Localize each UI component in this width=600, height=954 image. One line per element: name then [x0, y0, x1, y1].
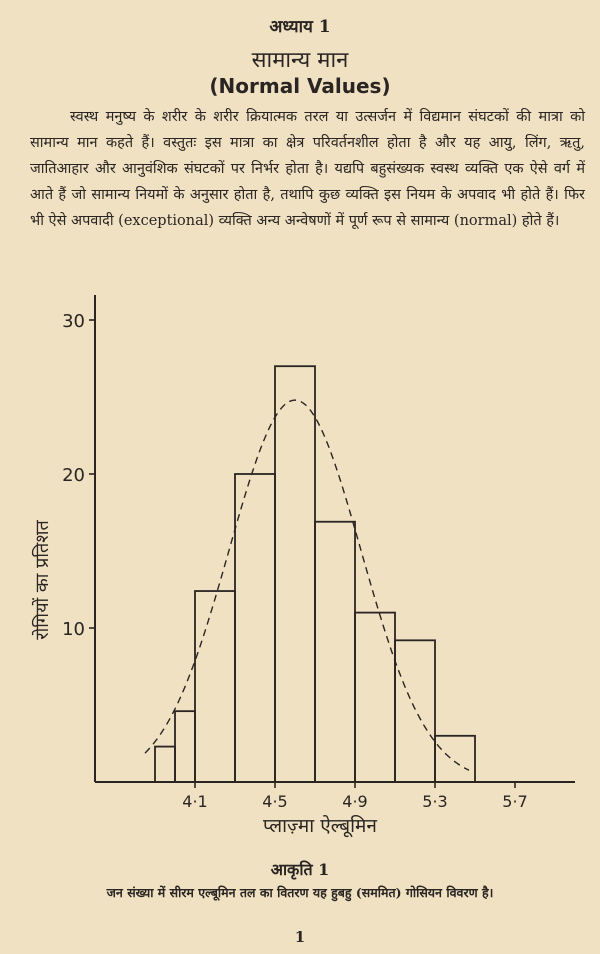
page-number: 1: [294, 928, 306, 946]
histogram-bar: [195, 591, 235, 782]
histogram-bar: [355, 613, 395, 782]
y-tick-label: 30: [62, 311, 85, 332]
x-tick-label: 5·7: [502, 792, 528, 811]
body-paragraph: स्वस्थ मनुष्य के शरीर के शरीर क्रियात्मक तरल या उत्सर्जन में विद्यमान संघटकों की मात्रा को सामान्य मान कहते हैं। वस्तुतः इस मात्रा का क्षेत्र परिवर्तनशील होता है और यह आयु, लिंग, ऋतु, जातिआहार और आनुवंशिक संघटकों पर निर्भर होता है। यद्यपि बहुसंख्यक स्वस्थ व्यक्ति एक ऐसे वर्ग में आते हैं जो सामान्य नियमों के अनुसार होता है, तथापि कुछ व्यक्ति इस नियम के अपवाद भी होते हैं। फिर भी ऐसे अपवादी (exceptional) व्यक्ति अन्य अन्वेषणों में पूर्ण रूप से सामान्य (normal) होते हैं।: [30, 109, 585, 229]
histogram-bars: [155, 366, 475, 782]
x-tick-label: 4·1: [182, 792, 208, 811]
figure-caption: जन संख्या में सीरम एल्बूमिन तल का वितरण यह हुबहु (सममित) गोसियन विवरण है।: [106, 885, 494, 900]
histogram-bar: [275, 366, 315, 782]
y-ticks: [62, 311, 95, 640]
x-tick-label: 4·5: [262, 792, 288, 811]
y-tick-label: 20: [62, 465, 85, 486]
y-axis-label: रोगियों का प्रतिशत: [32, 520, 53, 640]
histogram-bar: [435, 736, 475, 782]
normal-curve: [145, 400, 469, 770]
x-axis-label: प्लाज़्मा ऐल्बूमिन: [263, 815, 377, 837]
x-tick-label: 5·3: [422, 792, 448, 811]
histogram-bar: [395, 640, 435, 782]
chapter-heading: अध्याय 1: [269, 17, 331, 37]
histogram-bar: [315, 522, 355, 782]
histogram-bar: [175, 711, 195, 782]
y-tick-label: 10: [62, 619, 85, 640]
title-english: (Normal Values): [209, 74, 391, 98]
x-ticks: [182, 782, 527, 811]
histogram-bar: [155, 747, 175, 782]
histogram-bar: [235, 474, 275, 782]
x-tick-label: 4·9: [342, 792, 368, 811]
figure-label: आकृति 1: [270, 860, 330, 879]
title-hindi: सामान्य मान: [251, 48, 349, 73]
histogram-chart: [0, 290, 600, 850]
